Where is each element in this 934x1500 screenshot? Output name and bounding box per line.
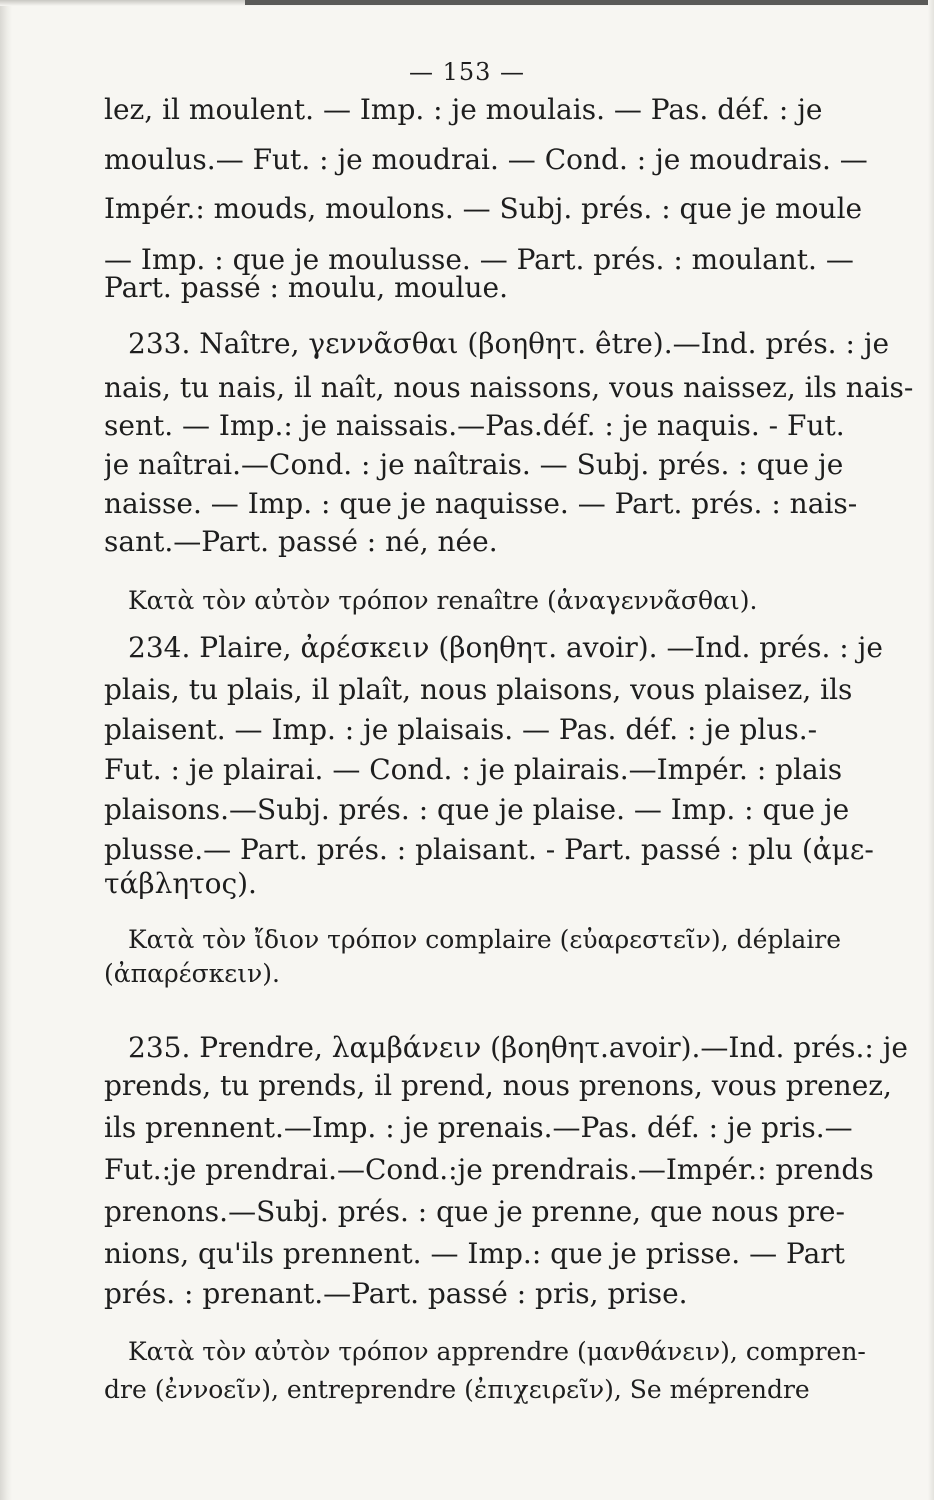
scan-right-edge — [928, 0, 934, 1500]
text-line: plais, tu plais, il plaît, nous plaisons, vous plaisez, ils — [104, 673, 853, 706]
text-line: plusse.— Part. prés. : plaisant. - Part. passé : plu (ἀμε- — [104, 833, 874, 866]
note-line: Κατὰ τὸν ἴδιον τρόπον complaire (εὐαρεστεῖν), déplaire — [128, 925, 842, 954]
section-heading-233: 233. Naître, γεννᾶσθαι (βοηθητ. être).—Ind. prés. : je — [128, 327, 890, 360]
text-line: sant.—Part. passé : né, née. — [104, 525, 498, 558]
text-line: prends, tu prends, il prend, nous prenons, vous prenez, — [104, 1069, 892, 1102]
text-line: moulus.— Fut. : je moudrai. — Cond. : je moudrais. — — [104, 143, 868, 176]
text-line: τάβλητος). — [104, 867, 257, 900]
scan-left-edge — [0, 0, 12, 1500]
scan-top-shadow — [245, 0, 934, 5]
note-line: dre (ἐννοεῖν), entreprendre (ἐπιχειρεῖν), Se méprendre — [104, 1375, 810, 1404]
text-line: prenons.—Subj. prés. : que je prenne, que nous pre- — [104, 1195, 845, 1228]
text-line: prés. : prenant.—Part. passé : pris, prise. — [104, 1277, 688, 1310]
note-line: Κατὰ τὸν αὐτὸν τρόπον apprendre (μανθάνειν), compren- — [128, 1337, 866, 1366]
text-line: Fut. : je plairai. — Cond. : je plairais.—Impér. : plais — [104, 753, 843, 786]
text-line: ils prennent.—Imp. : je prenais.—Pas. déf. : je pris.— — [104, 1111, 853, 1144]
text-line: Impér.: mouds, moulons. — Subj. prés. : que je moule — [104, 192, 863, 225]
text-line: plaisent. — Imp. : je plaisais. — Pas. déf. : je plus.- — [104, 713, 818, 746]
text-line: sent. — Imp.: je naissais.—Pas.déf. : je naquis. - Fut. — [104, 409, 845, 442]
text-line: nais, tu nais, il naît, nous naissons, vous naissez, ils nais- — [104, 371, 914, 404]
text-line: je naîtrai.—Cond. : je naîtrais. — Subj. prés. : que je — [104, 448, 844, 481]
text-line: Part. passé : moulu, moulue. — [104, 271, 509, 304]
text-line: — Imp. : que je moulusse. — Part. prés. : moulant. — — [104, 243, 854, 276]
text-line: plaisons.—Subj. prés. : que je plaise. — Imp. : que je — [104, 793, 850, 826]
note-line: Κατὰ τὸν αὐτὸν τρόπον renaître (ἀναγεννᾶσθαι). — [128, 586, 758, 615]
text-line: nions, qu'ils prennent. — Imp.: que je prisse. — Part — [104, 1237, 845, 1270]
note-line: (ἀπαρέσκειν). — [104, 959, 280, 988]
page-number: — 153 — — [408, 58, 526, 86]
text-line: naisse. — Imp. : que je naquisse. — Part. prés. : nais- — [104, 487, 858, 520]
text-line: lez, il moulent. — Imp. : je moulais. — Pas. déf. : je — [104, 93, 823, 126]
text-line: Fut.:je prendrai.—Cond.:je prendrais.—Impér.: prends — [104, 1153, 874, 1186]
section-heading-235: 235. Prendre, λαμβάνειν (βοηθητ.avoir).—Ind. prés.: je — [128, 1031, 908, 1064]
section-heading-234: 234. Plaire, ἀρέσκειν (βοηθητ. avoir). —Ind. prés. : je — [128, 631, 883, 664]
